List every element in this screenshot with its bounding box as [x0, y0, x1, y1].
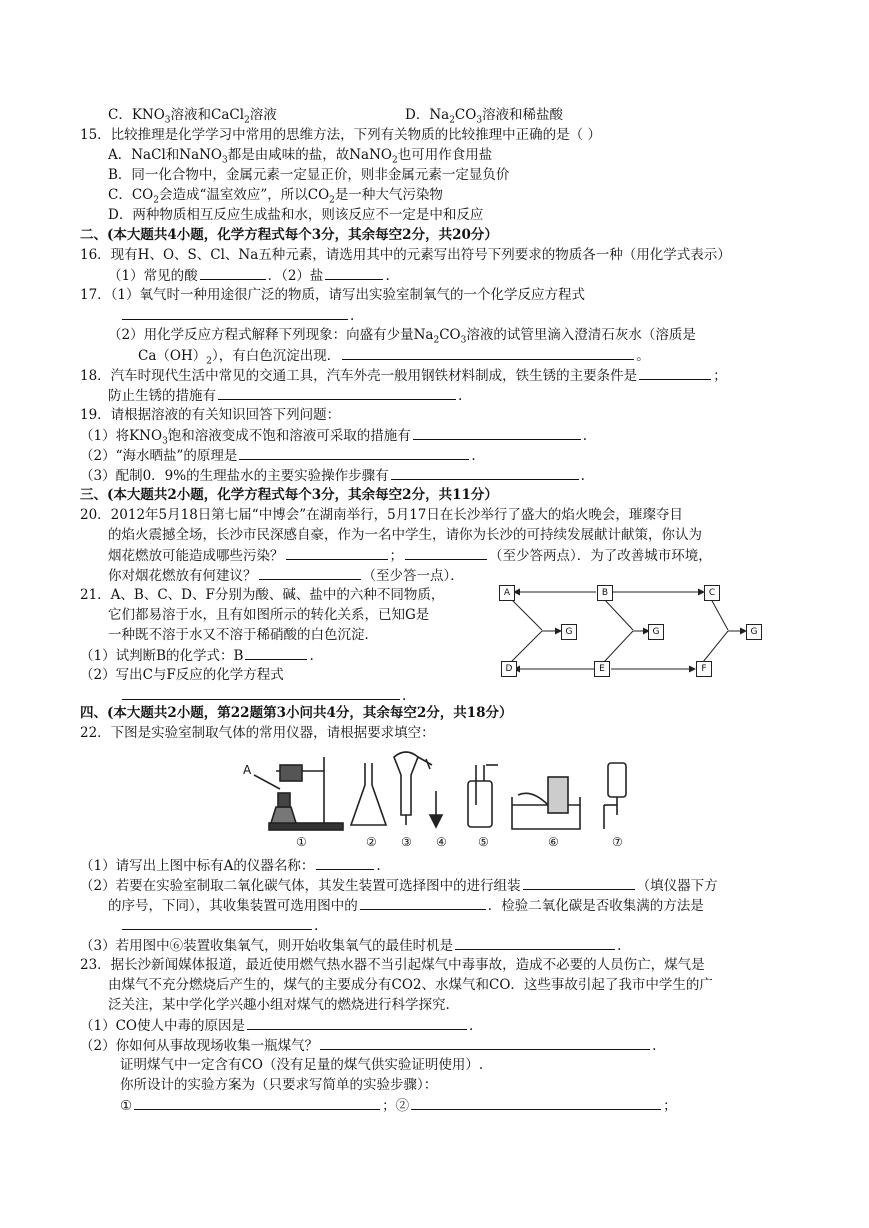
q19-p1-text-1: （1）将KNO [80, 428, 163, 444]
q20-suggestion-label: 你对烟花燃放有何建议？ [108, 568, 257, 584]
q22-part-2-line-2 [108, 895, 704, 916]
apparatus-3-funnel [394, 752, 432, 825]
q22-p3-text: （3）若用图中⑥装置收集氧气，则开始收集氧气的最佳时机是 [80, 938, 454, 954]
q19-part-1 [80, 425, 587, 446]
q21-equation-blank[interactable] [122, 685, 400, 700]
q20-suggestion-blank[interactable] [259, 565, 361, 580]
q15-a-sub-2: 2 [391, 155, 398, 166]
q20-pollution-label: 烟花燃放可能造成哪些污染？ [108, 548, 284, 564]
q21-node-b: B [597, 585, 613, 601]
q23-collect-method-blank[interactable] [320, 1035, 650, 1050]
q18-rust-condition-blank[interactable] [639, 365, 711, 380]
q23-step-2-end: ； [663, 1098, 677, 1114]
q19-p2-end: . [471, 448, 476, 464]
q21-node-g-3: G [746, 624, 762, 640]
q23-line-1: 23．据长沙新闻媒体报道，最近使用燃气热水器不当引起煤气中毒事故，造成不必要的人员伤亡，煤气是 [80, 957, 705, 973]
q23-line-3: 泛关注，某中学化学兴趣小组对煤气的燃烧进行科学探究. [108, 997, 450, 1013]
q23-step-2-blank[interactable] [411, 1095, 661, 1110]
q15-c-sub-1: 2 [153, 195, 159, 206]
q19-p3-end: . [580, 468, 585, 484]
section-4-heading: 四、(本大题共2小题，第22题第3小问共4分，其余每空2分，共18分） [80, 705, 513, 721]
apparatus-1-iron-stand [254, 757, 343, 830]
section-2-heading: 二、(本大题共4小题，化学方程式每个3分，其余每空2分，共20分） [80, 227, 498, 243]
q21-p2-end: . [402, 688, 407, 704]
q22-p1-end: . [376, 858, 381, 874]
apparatus-6-water-trough [512, 777, 580, 829]
q20-line-4 [108, 565, 464, 586]
q16-parts [108, 265, 390, 286]
q21-conversion-diagram [497, 583, 772, 683]
q23-p2-text: （2）你如何从事故现场收集一瓶煤气？ [80, 1038, 319, 1054]
q15-c-sub-2: 2 [329, 195, 335, 206]
q17-p2-sub-1: 2 [433, 335, 440, 346]
q21-part-2: （2）写出C与F反应的化学方程式 [80, 667, 284, 683]
q15-c-text-2: 会造成“温室效应”，所以CO [158, 187, 330, 203]
q14-d-text-2: CO [454, 107, 477, 123]
q17-p2-sub-3: 2 [206, 356, 212, 367]
q19-p1-sub: 3 [162, 436, 168, 447]
q17-p2-text-5: ），有白色沉淀出现． [211, 348, 341, 364]
q21-node-a: A [499, 585, 515, 601]
q22-num-6: ⑥ [548, 835, 559, 849]
q20-pollution-blank-2[interactable] [405, 545, 487, 560]
q14-d-sub-1: 2 [449, 115, 455, 126]
q22-part-3 [80, 935, 621, 956]
q15-a-text-3: 也可用作食用盐 [397, 147, 493, 163]
q14-c-text-1: C．KNO [108, 107, 165, 123]
q17-equation-blank[interactable] [122, 305, 348, 320]
q22-num-3: ③ [401, 835, 412, 849]
q18-semicolon: ； [713, 368, 727, 384]
q22-num-5: ⑤ [478, 835, 489, 849]
q23-part-4: 你所设计的实验方案为（只要求写简单的实验步骤）： [120, 1077, 438, 1093]
q22-p2-text-2: （填仪器下方 [636, 878, 718, 894]
q22-p1-text: （1）请写出上图中标有A的仪器名称： [80, 858, 315, 874]
q14-option-c [108, 105, 277, 125]
q16-stem: 16．现有H、O、S、Cl、Na五种元素，请选用其中的元素写出符号下列要求的物质各一种（用化学式表示） [80, 247, 731, 263]
q14-c-text-2: 溶液和CaCl [170, 107, 245, 123]
q21-node-g-2: G [648, 624, 664, 640]
q23-steps [120, 1095, 677, 1116]
q23-step-1-label: ① [120, 1098, 133, 1114]
q22-p2-end: . [314, 918, 319, 934]
q18-prevent-blank[interactable] [218, 385, 456, 400]
q17-phenomenon-blank[interactable] [342, 345, 634, 360]
q22-num-4: ④ [436, 835, 447, 849]
q18-stem: 18．汽车时现代生活中常见的交通工具，汽车外壳一般用钢铁材料制成，铁生锈的主要条件是 [80, 368, 638, 384]
q14-c-text-3: 溶液 [249, 107, 277, 123]
q18-line-2 [108, 385, 462, 406]
q22-num-1: ① [296, 835, 307, 849]
q20-line-3 [108, 545, 712, 566]
q23-step-2-label: ② [395, 1098, 410, 1114]
q22-collector-blank[interactable] [360, 895, 486, 910]
q21-node-g-1: G [561, 624, 577, 640]
q19-measure-blank[interactable] [413, 425, 581, 440]
q21-p1-end: . [309, 648, 314, 664]
q20-line-2: 的焰火震撼全场，长沙市民深感自豪，作为一名中学生，请你为长沙的可持续发展献计献策，你认为 [108, 527, 702, 543]
q22-part-1 [80, 855, 381, 876]
q22-generator-blank[interactable] [523, 875, 635, 890]
q23-part-3: 证明煤气中一定含有CO（没有足量的煤气供实验证明使用）. [120, 1057, 484, 1073]
apparatus-4-tube [430, 791, 442, 827]
q17-part-1-answer [120, 305, 354, 326]
q23-p2-end: . [652, 1038, 657, 1054]
q21-node-e: E [594, 661, 610, 677]
q21-line-1: 21．A、B、C、D、F分别为酸、碱、盐中的六种不同物质， [80, 587, 445, 603]
q15-option-a [108, 145, 492, 165]
q19-principle-blank[interactable] [239, 445, 469, 460]
q14-c-sub-2: 2 [244, 115, 250, 126]
q21-node-d: D [501, 661, 517, 677]
q17-stem: 17．（1）氧气时一种用途很广泛的物质，请写出实验室制氧气的一个化学反应方程式 [80, 287, 586, 303]
q19-p1-text-2: 饱和溶液变成不饱和溶液可采取的措施有 [167, 428, 411, 444]
q15-option-d: D．两种物质相互反应生成盐和水，则该反应不一定是中和反应 [108, 207, 484, 223]
q22-p3-end: . [617, 938, 622, 954]
q22-part-2-line-3 [120, 915, 318, 936]
q21-node-f: F [696, 661, 712, 677]
q21-line-3: 一种既不溶于水又不溶于稀硝酸的白色沉淀． [108, 627, 378, 643]
q15-a-text-1: A．NaCl和NaNO [108, 147, 222, 163]
q17-end-1: . [350, 308, 355, 324]
q16-part-1-label: （1）常见的酸 [108, 268, 198, 284]
q19-p2-text: （2）“海水晒盐”的原理是 [80, 448, 238, 464]
q20-pollution-hint: （至少答两点）．为了改善城市环境， [489, 548, 712, 564]
q23-p1-end: . [469, 1018, 474, 1034]
q22-p2-text-4: ．检验二氧化碳是否收集满的方法是 [487, 898, 704, 914]
q23-line-2: 由煤气不充分燃烧后产生的，煤气的主要成分有CO2、水煤气和CO．这些事故引起了我市中学生的广 [108, 977, 713, 993]
q21-part-1 [80, 645, 314, 666]
apparatus-2-conical-flask [351, 763, 386, 825]
q18-stem-line [80, 365, 727, 386]
q18-prevent-label: 防止生锈的措施有 [108, 388, 216, 404]
q19-stem: 19．请根据溶液的有关知识回答下列问题： [80, 407, 341, 423]
q22-label-a: A [243, 763, 252, 777]
q14-d-text-3: 溶液和稀盐酸 [482, 107, 564, 123]
q14-option-d [405, 105, 563, 125]
q23-step-1-end: ； [382, 1098, 396, 1114]
q22-part-2-line-1 [80, 875, 718, 896]
q22-p2-text-1: （2）若要在实验室制取二氧化碳气体，其发生装置可选择图中的进行组装 [80, 878, 521, 894]
q22-num-7: ⑦ [612, 835, 623, 849]
q16-end: . [385, 268, 390, 284]
q15-c-text-3: 是一种大气污染物 [334, 187, 443, 203]
q20-pollution-blank-1[interactable] [286, 545, 388, 560]
q23-step-1-blank[interactable] [134, 1095, 380, 1110]
q17-p2-text-1: （2）用化学反应方程式解释下列现象：向盛有少量Na [108, 327, 434, 343]
q17-p2-sub-2: 3 [460, 335, 467, 346]
q22-num-2: ② [366, 835, 377, 849]
q22-best-time-blank[interactable] [455, 935, 615, 950]
q17-p2-text-4: Ca（OH） [138, 348, 207, 364]
q20-line-1: 20．2012年5月18日第七届“中博会”在湖南举行，5月17日在长沙举行了盛大的焰火晚会，璀璨夺目 [80, 507, 683, 523]
q14-d-text-1: D．Na [405, 107, 450, 123]
q20-suggestion-hint: （至少答一点）． [362, 568, 464, 584]
q17-end-2: 。 [636, 348, 650, 364]
q21-b-formula-blank[interactable] [245, 645, 307, 660]
q22-stem: 22．下图是实验室制取气体的常用仪器，请根据要求填空： [80, 725, 435, 741]
q17-p2-text-2: CO [439, 327, 461, 343]
q22-p2-text-3: 的序号，下同），其收集装置可选用图中的 [108, 898, 358, 914]
q23-part-2 [80, 1035, 656, 1056]
q23-poison-reason-blank[interactable] [247, 1015, 467, 1030]
q16-acid-blank[interactable] [200, 265, 266, 280]
q18-end: . [458, 388, 463, 404]
q19-steps-blank[interactable] [391, 465, 579, 480]
section-3-heading: 三、(本大题共2小题，化学方程式每个3分，其余每空2分，共11分） [80, 487, 498, 503]
q14-d-sub-2: 3 [476, 115, 483, 126]
q15-a-sub-1: 3 [222, 155, 228, 166]
q19-p3-text: （3）配制0．9%的生理盐水的主要实验操作步骤有 [80, 468, 389, 484]
q15-option-c [108, 185, 443, 205]
q22-instrument-name-blank[interactable] [316, 855, 374, 870]
apparatus-7-collection-bottle [604, 763, 626, 829]
apparatus-5-gas-bottle [468, 765, 498, 827]
q21-node-c: C [704, 585, 720, 601]
q22-check-method-blank[interactable] [122, 915, 312, 930]
q15-stem: 15．比较推理是化学学习中常用的思维方法，下列有关物质的比较推理中正确的是（ ） [80, 127, 601, 143]
q21-line-2: 它们都易溶于水，且有如图所示的转化关系，已知G是 [108, 607, 430, 623]
q15-option-b: B．同一化合物中，金属元素一定显正价，则非金属元素一定显负价 [108, 167, 510, 183]
q17-part-2-line-2 [138, 345, 650, 366]
q19-part-3 [80, 465, 585, 486]
q15-a-text-2: 都是由咸味的盐，故NaNO [227, 147, 392, 163]
q17-p2-text-3: 溶液的试管里滴入澄清石灰水（溶质是 [466, 327, 696, 343]
q19-p1-end: . [582, 428, 588, 444]
q21-p1-text: （1）试判断B的化学式：B [80, 648, 244, 664]
q17-part-2-line-1 [108, 325, 696, 345]
q19-part-2 [80, 445, 476, 466]
q23-part-1 [80, 1015, 473, 1036]
q16-salt-blank[interactable] [325, 265, 383, 280]
q23-p1-text: （1）CO使人中毒的原因是 [80, 1018, 245, 1034]
q15-c-text-1: C．CO [108, 187, 154, 203]
q14-c-sub-1: 3 [164, 115, 171, 126]
q16-part-2-label: ．（2）盐 [267, 268, 324, 284]
q20-semicolon: ； [389, 548, 403, 564]
